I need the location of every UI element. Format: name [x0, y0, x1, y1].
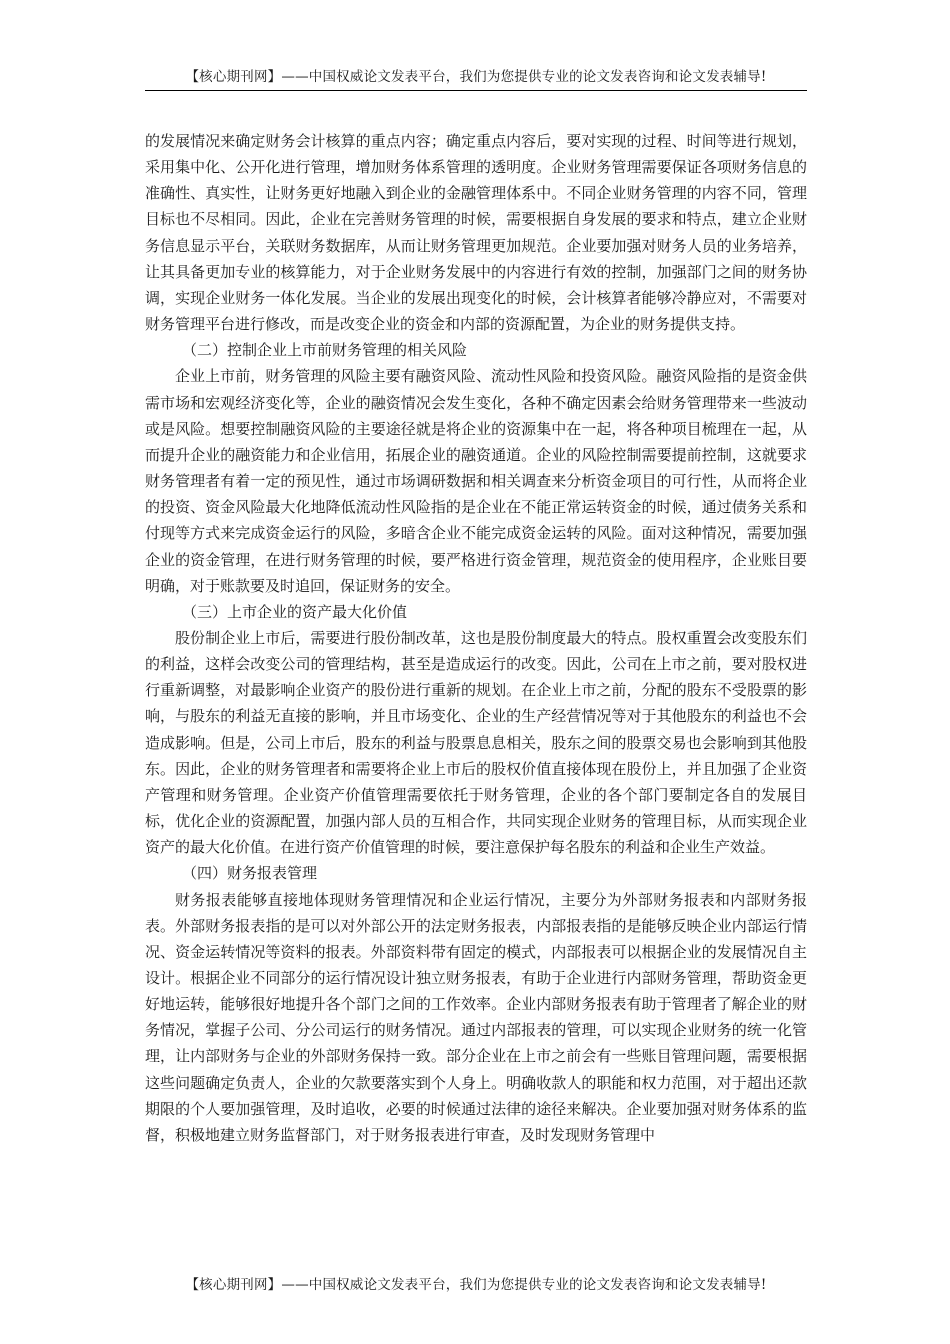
- header-divider: [145, 90, 807, 91]
- paragraph-section-4: 财务报表能够直接地体现财务管理情况和企业运行情况，主要分为外部财务报表和内部财务报表。外部财务报表指的是可以对外部公开的法定财务报表，内部报表指的是能够反映企业内部运行情况、资金运转情况等资料的报表。外部资料带有固定的模式，内部报表可以根据企业的发展情况自主设计。根据企业不同部分的运行情况设计独立财务报表，有助于企业进行内部财务管理，帮助资金更好地运转，能够很好地提升各个部门之间的工作效率。企业内部财务报表有助于管理者了解企业的财务情况，掌握子公司、分公司运行的财务情况。通过内部报表的管理，可以实现企业财务的统一化管理，让内部财务与企业的外部财务保持一致。部分企业在上市之前会有一些账目管理问题，需要根据这些问题确定负责人，企业的欠款要落实到个人身上。明确收款人的职能和权力范围，对于超出还款期限的个人要加强管理，及时追收，必要的时候通过法律的途径来解决。企业要加强对财务体系的监督，积极地建立财务监督部门，对于财务报表进行审查，及时发现财务管理中: [145, 890, 807, 1144]
- page-header: 【核心期刊网】——中国权威论文发表平台，我们为您提供专业的论文发表咨询和论文发表辅导!: [185, 69, 767, 85]
- section-heading-3: （三）上市企业的资产最大化价值: [182, 602, 408, 621]
- section-heading-4: （四）财务报表管理: [182, 864, 318, 883]
- paragraph-continued: 的发展情况来确定财务会计核算的重点内容；确定重点内容后，要对实现的过程、时间等进行规划，采用集中化、公开化进行管理，增加财务体系管理的透明度。企业财务管理需要保证各项财务信息的准确性、真实性，让财务更好地融入到企业的金融管理体系中。不同企业财务管理的内容不同，管理目标也不尽相同。因此，企业在完善财务管理的时候，需要根据自身发展的要求和特点，建立企业财务信息显示平台，关联财务数据库，从而让财务管理更加规范。企业要加强对财务人员的业务培养，让其具备更加专业的核算能力，对于企业财务发展中的内容进行有效的控制，加强部门之间的财务协调，实现企业财务一体化发展。当企业的发展出现变化的时候，会计核算者能够冷静应对，不需要对财务管理平台进行修改，而是改变企业的资金和内部的资源配置，为企业的财务提供支持。: [145, 132, 807, 334]
- paragraph-section-2: 企业上市前，财务管理的风险主要有融资风险、流动性风险和投资风险。融资风险指的是资金供需市场和宏观经济变化等，企业的融资情况会发生变化，各种不确定因素会给财务管理带来一些波动或是风险。想要控制融资风险的主要途径就是将企业的资源集中在一起，将各种项目梳理在一起，从而提升企业的融资能力和企业信用，拓展企业的融资通道。企业的风险控制需要提前控制，这就要求财务管理者有着一定的预见性，通过市场调研数据和相关调查来分析资金项目的可行性，从而将企业的投资、资金风险最大化地降低流动性风险指的是企业在不能正常运转资金的时候，通过债务关系和付现等方式来完成资金运行的风险，多暗含企业不能完成资金运转的风险。面对这种情况，需要加强企业的资金管理，在进行财务管理的时候，要严格进行资金管理，规范资金的使用程序，企业账目要明确，对于账款要及时追回，保证财务的安全。: [145, 367, 807, 595]
- section-heading-2: （二）控制企业上市前财务管理的相关风险: [182, 341, 468, 360]
- document-body: [145, 128, 807, 1148]
- page-footer: 【核心期刊网】——中国权威论文发表平台，我们为您提供专业的论文发表咨询和论文发表辅导!: [185, 1277, 767, 1293]
- paragraph-section-3: 股份制企业上市后，需要进行股份制改革，这也是股份制度最大的特点。股权重置会改变股东们的利益，这样会改变公司的管理结构，甚至是造成运行的改变。因此，公司在上市之前，要对股权进行重新调整，对最影响企业资产的股份进行重新的规划。在企业上市之前，分配的股东不受股票的影响，与股东的利益无直接的影响，并且市场变化、企业的生产经营情况等对于其他股东的利益也不会造成影响。但是，公司上市后，股东的利益与股票息息相关，股东之间的股票交易也会影响到其他股东。因此，企业的财务管理者和需要将企业上市后的股权价值直接体现在股份上，并且加强了企业资产管理和财务管理。企业资产价值管理需要依托于财务管理，企业的各个部门要制定各自的发展目标，优化企业的资源配置，加强内部人员的互相合作，共同实现企业财务的管理目标，从而实现企业资产的最大化价值。在进行资产价值管理的时候，要注意保护每名股东的利益和企业生产效益。: [145, 628, 807, 857]
